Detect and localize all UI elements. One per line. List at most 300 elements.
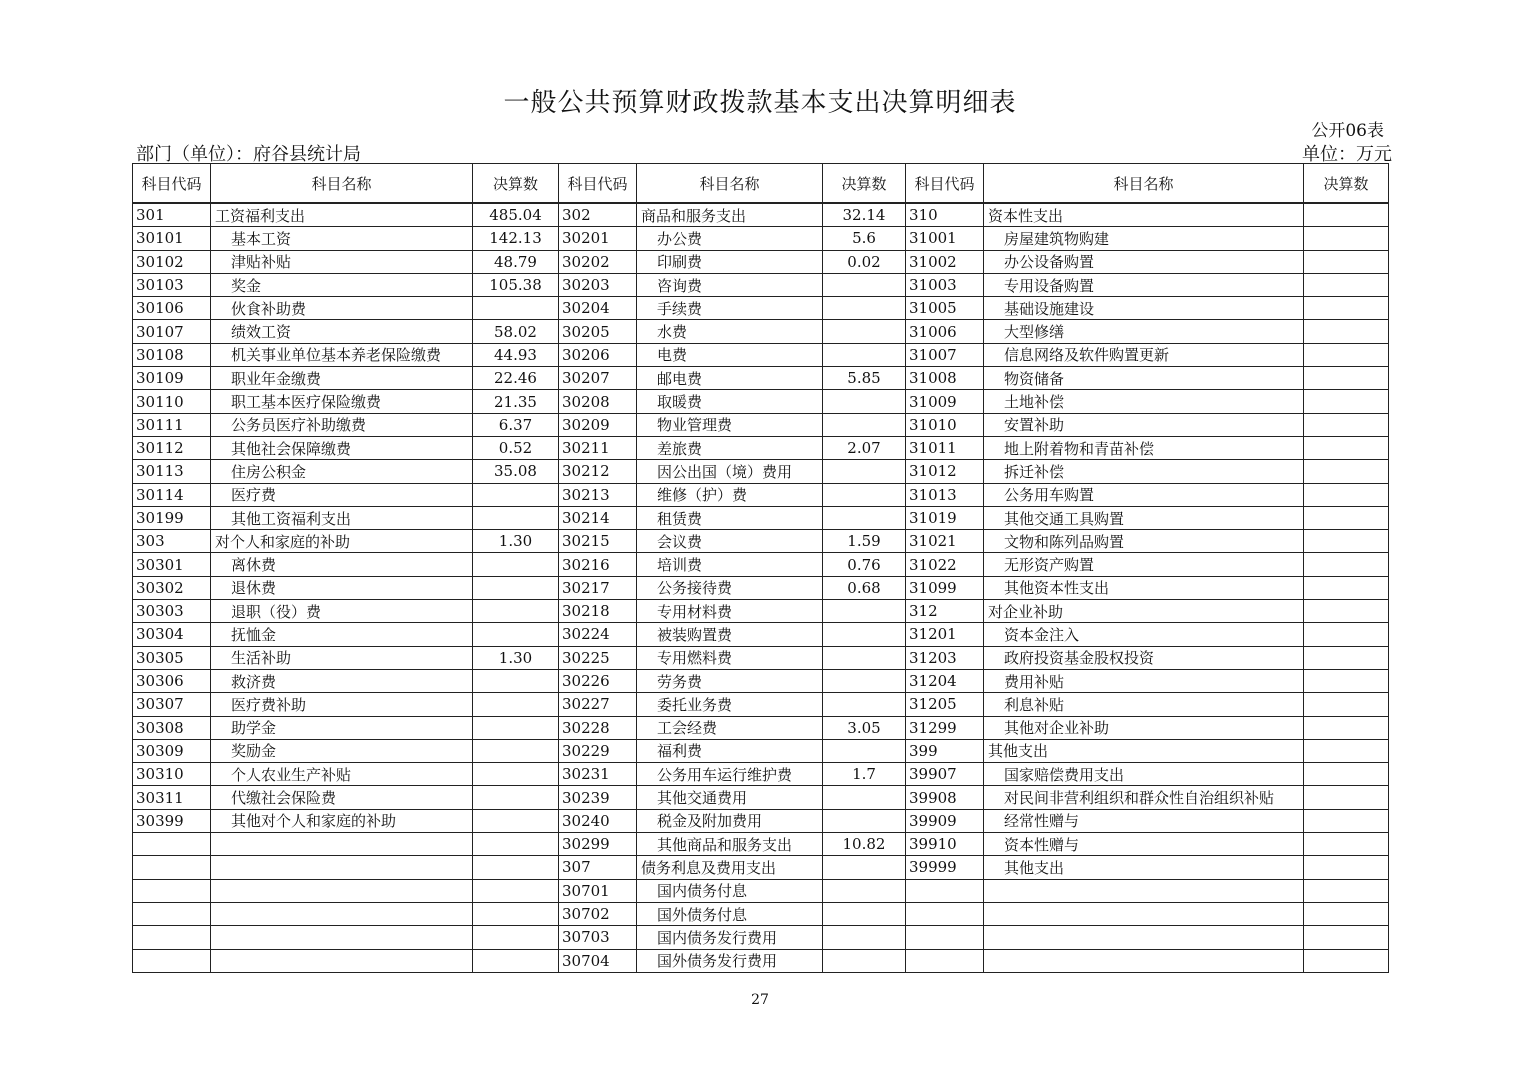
cell-code-1: 301 [133,203,211,227]
cell-amount-1 [473,786,559,809]
cell-amount-3 [1304,623,1389,646]
cell-code-3: 39908 [906,786,984,809]
cell-name-2: 手续费 [637,297,823,320]
cell-amount-2 [823,483,906,506]
cell-amount-3 [1304,879,1389,902]
table-row [133,413,1389,436]
cell-name-2: 租赁费 [637,506,823,529]
cell-code-2: 30213 [559,483,637,506]
cell-name-2: 其他商品和服务支出 [637,833,823,856]
cell-code-2: 30231 [559,763,637,786]
cell-code-3 [906,879,984,902]
table-row [133,949,1389,972]
cell-code-2: 30239 [559,786,637,809]
cell-name-3: 公务用车购置 [984,483,1304,506]
cell-name-3: 费用补贴 [984,669,1304,692]
cell-code-2: 30211 [559,436,637,459]
cell-name-2: 债务利息及费用支出 [637,856,823,879]
cell-amount-3 [1304,297,1389,320]
cell-code-3: 31011 [906,436,984,459]
cell-amount-1: 6.37 [473,413,559,436]
table-row [133,879,1389,902]
cell-code-1: 30303 [133,600,211,623]
cell-code-1: 30307 [133,693,211,716]
cell-amount-2: 10.82 [823,833,906,856]
table-row [133,553,1389,576]
table-row [133,646,1389,669]
cell-name-2: 国外债务付息 [637,902,823,925]
table-row [133,716,1389,739]
cell-code-1: 30309 [133,739,211,762]
cell-name-2: 国外债务发行费用 [637,949,823,972]
cell-amount-2 [823,949,906,972]
cell-amount-1 [473,949,559,972]
cell-amount-1: 21.35 [473,390,559,413]
cell-amount-3 [1304,856,1389,879]
cell-name-3: 其他支出 [984,856,1304,879]
cell-name-2: 电费 [637,343,823,366]
cell-name-3: 房屋建筑物购建 [984,227,1304,250]
cell-amount-3 [1304,203,1389,227]
cell-code-2: 302 [559,203,637,227]
cell-amount-2: 0.76 [823,553,906,576]
table-row [133,483,1389,506]
cell-name-1: 基本工资 [211,227,473,250]
cell-name-3: 大型修缮 [984,320,1304,343]
cell-name-2: 差旅费 [637,436,823,459]
table-row [133,623,1389,646]
cell-code-3 [906,902,984,925]
cell-name-1: 绩效工资 [211,320,473,343]
table-row [133,669,1389,692]
cell-amount-2 [823,320,906,343]
table-row [133,902,1389,925]
cell-name-3: 土地补偿 [984,390,1304,413]
cell-code-3: 31007 [906,343,984,366]
cell-code-1: 30305 [133,646,211,669]
page-number: 27 [751,992,769,1008]
cell-name-1: 医疗费补助 [211,693,473,716]
cell-amount-1: 1.30 [473,646,559,669]
cell-amount-3 [1304,320,1389,343]
cell-code-2: 30704 [559,949,637,972]
table-row [133,436,1389,459]
cell-code-1: 30308 [133,716,211,739]
cell-amount-1: 22.46 [473,367,559,390]
cell-code-2: 30228 [559,716,637,739]
cell-code-3: 31010 [906,413,984,436]
cell-amount-1 [473,833,559,856]
cell-amount-2: 32.14 [823,203,906,227]
cell-amount-3 [1304,553,1389,576]
cell-amount-2 [823,623,906,646]
expenditure-table [132,163,1389,973]
cell-code-2: 30218 [559,600,637,623]
table-row [133,926,1389,949]
header-code-2: 科目代码 [559,164,637,204]
table-row [133,297,1389,320]
cell-amount-1 [473,506,559,529]
cell-code-3: 31019 [906,506,984,529]
cell-amount-1 [473,600,559,623]
cell-code-1: 30111 [133,413,211,436]
cell-name-1 [211,902,473,925]
cell-code-1: 30101 [133,227,211,250]
cell-code-2: 307 [559,856,637,879]
cell-code-3: 39910 [906,833,984,856]
cell-code-3: 31201 [906,623,984,646]
cell-code-3 [906,926,984,949]
cell-name-3: 信息网络及软件购置更新 [984,343,1304,366]
table-row [133,227,1389,250]
cell-code-1 [133,879,211,902]
cell-amount-2: 2.07 [823,436,906,459]
cell-name-2: 取暖费 [637,390,823,413]
cell-code-1 [133,833,211,856]
cell-amount-2 [823,460,906,483]
cell-amount-1 [473,576,559,599]
cell-amount-2 [823,390,906,413]
cell-code-1: 30112 [133,436,211,459]
cell-code-3: 31205 [906,693,984,716]
cell-name-2: 专用材料费 [637,600,823,623]
cell-amount-1 [473,693,559,716]
cell-amount-1 [473,716,559,739]
cell-name-3: 资本金注入 [984,623,1304,646]
cell-amount-2: 0.02 [823,250,906,273]
cell-name-1: 生活补助 [211,646,473,669]
cell-name-1: 助学金 [211,716,473,739]
cell-code-3: 31203 [906,646,984,669]
cell-amount-1: 0.52 [473,436,559,459]
cell-amount-2 [823,646,906,669]
cell-name-1: 职工基本医疗保险缴费 [211,390,473,413]
cell-name-1: 机关事业单位基本养老保险缴费 [211,343,473,366]
cell-amount-1 [473,553,559,576]
cell-code-1: 30310 [133,763,211,786]
cell-name-1: 工资福利支出 [211,203,473,227]
cell-code-2: 30225 [559,646,637,669]
table-row [133,367,1389,390]
cell-name-3: 办公设备购置 [984,250,1304,273]
cell-amount-3 [1304,693,1389,716]
cell-code-2: 30229 [559,739,637,762]
cell-amount-3 [1304,949,1389,972]
cell-name-1 [211,856,473,879]
cell-code-1: 30102 [133,250,211,273]
cell-amount-2 [823,273,906,296]
cell-name-3 [984,902,1304,925]
table-row [133,833,1389,856]
cell-code-3: 39999 [906,856,984,879]
cell-code-3: 31013 [906,483,984,506]
cell-name-2: 福利费 [637,739,823,762]
cell-code-2: 30703 [559,926,637,949]
table-row [133,203,1389,227]
cell-name-3: 资本性赠与 [984,833,1304,856]
cell-amount-1 [473,297,559,320]
cell-name-1: 津贴补贴 [211,250,473,273]
cell-amount-2 [823,902,906,925]
cell-name-3 [984,879,1304,902]
cell-amount-3 [1304,460,1389,483]
cell-name-3: 经常性赠与 [984,809,1304,832]
cell-name-1: 住房公积金 [211,460,473,483]
cell-name-2: 维修（护）费 [637,483,823,506]
table-row [133,856,1389,879]
table-header-row [133,164,1389,204]
table-row [133,343,1389,366]
cell-name-2: 邮电费 [637,367,823,390]
cell-code-1: 30311 [133,786,211,809]
cell-amount-3 [1304,809,1389,832]
cell-code-3: 31099 [906,576,984,599]
cell-name-2: 工会经费 [637,716,823,739]
cell-code-2: 30217 [559,576,637,599]
cell-amount-3 [1304,273,1389,296]
cell-name-1: 代缴社会保险费 [211,786,473,809]
cell-amount-3 [1304,833,1389,856]
cell-amount-2 [823,413,906,436]
cell-amount-1 [473,739,559,762]
cell-name-1 [211,949,473,972]
cell-code-3: 31006 [906,320,984,343]
cell-code-2: 30299 [559,833,637,856]
cell-amount-3 [1304,926,1389,949]
cell-name-2: 国内债务发行费用 [637,926,823,949]
unit-label: 单位：万元 [1302,144,1392,165]
cell-amount-1 [473,623,559,646]
cell-name-3: 其他交通工具购置 [984,506,1304,529]
cell-code-2: 30203 [559,273,637,296]
cell-name-1: 职业年金缴费 [211,367,473,390]
cell-amount-2 [823,739,906,762]
cell-code-2: 30206 [559,343,637,366]
table-row [133,763,1389,786]
table-row [133,273,1389,296]
cell-amount-1 [473,763,559,786]
cell-code-3: 310 [906,203,984,227]
cell-name-1 [211,926,473,949]
cell-code-3: 31022 [906,553,984,576]
cell-amount-3 [1304,483,1389,506]
cell-name-3: 无形资产购置 [984,553,1304,576]
cell-amount-3 [1304,413,1389,436]
table-body [133,203,1389,972]
cell-name-1: 公务员医疗补助缴费 [211,413,473,436]
cell-code-3: 31001 [906,227,984,250]
department-label: 部门（单位）：府谷县统计局 [136,144,361,165]
cell-code-3: 31002 [906,250,984,273]
cell-code-2: 30702 [559,902,637,925]
header-amount-2: 决算数 [823,164,906,204]
cell-code-2: 30207 [559,367,637,390]
cell-name-3: 政府投资基金股权投资 [984,646,1304,669]
cell-name-3: 专用设备购置 [984,273,1304,296]
cell-name-2: 公务接待费 [637,576,823,599]
cell-amount-1 [473,669,559,692]
cell-name-2: 其他交通费用 [637,786,823,809]
cell-code-1 [133,856,211,879]
cell-code-1 [133,902,211,925]
cell-amount-2: 5.6 [823,227,906,250]
cell-code-2: 30201 [559,227,637,250]
cell-amount-3 [1304,739,1389,762]
table-row [133,809,1389,832]
cell-amount-1 [473,879,559,902]
table-row [133,320,1389,343]
cell-amount-2 [823,693,906,716]
cell-code-3: 31021 [906,530,984,553]
header-code-3: 科目代码 [906,164,984,204]
cell-name-3: 国家赔偿费用支出 [984,763,1304,786]
cell-name-1: 离休费 [211,553,473,576]
cell-name-2: 国内债务付息 [637,879,823,902]
table-row [133,390,1389,413]
cell-code-1: 30108 [133,343,211,366]
cell-code-2: 30212 [559,460,637,483]
cell-code-1: 30302 [133,576,211,599]
cell-amount-2 [823,600,906,623]
cell-name-2: 委托业务费 [637,693,823,716]
cell-amount-1 [473,902,559,925]
cell-code-1: 30199 [133,506,211,529]
cell-name-1: 救济费 [211,669,473,692]
cell-name-1: 奖金 [211,273,473,296]
cell-name-2: 被装购置费 [637,623,823,646]
table-row [133,739,1389,762]
cell-name-1: 其他社会保障缴费 [211,436,473,459]
table-row [133,506,1389,529]
cell-amount-2 [823,343,906,366]
cell-code-2: 30226 [559,669,637,692]
cell-name-1: 奖励金 [211,739,473,762]
cell-code-2: 30240 [559,809,637,832]
cell-code-1: 30114 [133,483,211,506]
cell-name-1: 其他对个人和家庭的补助 [211,809,473,832]
cell-code-1: 30109 [133,367,211,390]
cell-name-3: 对民间非营利组织和群众性自治组织补贴 [984,786,1304,809]
table-row [133,530,1389,553]
cell-name-2: 劳务费 [637,669,823,692]
cell-name-1 [211,879,473,902]
cell-amount-3 [1304,343,1389,366]
cell-amount-2: 3.05 [823,716,906,739]
header-name-3: 科目名称 [984,164,1304,204]
cell-amount-3 [1304,227,1389,250]
cell-name-3: 文物和陈列品购置 [984,530,1304,553]
cell-code-1 [133,926,211,949]
cell-amount-3 [1304,530,1389,553]
cell-code-2: 30204 [559,297,637,320]
cell-amount-1: 58.02 [473,320,559,343]
cell-code-2: 30205 [559,320,637,343]
cell-amount-2: 0.68 [823,576,906,599]
cell-name-3: 对企业补助 [984,600,1304,623]
cell-code-1: 30301 [133,553,211,576]
cell-code-2: 30208 [559,390,637,413]
header-name-1: 科目名称 [211,164,473,204]
cell-code-1: 30110 [133,390,211,413]
form-number: 公开06表 [1311,121,1384,141]
cell-amount-1 [473,856,559,879]
cell-name-1: 对个人和家庭的补助 [211,530,473,553]
cell-amount-3 [1304,506,1389,529]
cell-code-3: 31299 [906,716,984,739]
cell-name-2: 物业管理费 [637,413,823,436]
cell-amount-3 [1304,600,1389,623]
cell-amount-2: 5.85 [823,367,906,390]
header-amount-3: 决算数 [1304,164,1389,204]
cell-name-2: 水费 [637,320,823,343]
cell-name-1: 医疗费 [211,483,473,506]
cell-code-3: 39907 [906,763,984,786]
table-row [133,786,1389,809]
cell-name-2: 办公费 [637,227,823,250]
cell-name-1: 抚恤金 [211,623,473,646]
cell-name-2: 印刷费 [637,250,823,273]
cell-name-2: 专用燃料费 [637,646,823,669]
cell-name-3: 利息补贴 [984,693,1304,716]
cell-code-3: 31008 [906,367,984,390]
cell-amount-3 [1304,646,1389,669]
cell-amount-3 [1304,436,1389,459]
cell-code-1: 30106 [133,297,211,320]
cell-amount-2 [823,506,906,529]
cell-name-3: 其他对企业补助 [984,716,1304,739]
cell-code-3: 31003 [906,273,984,296]
cell-code-3: 31009 [906,390,984,413]
cell-name-3: 地上附着物和青苗补偿 [984,436,1304,459]
cell-name-3: 拆迁补偿 [984,460,1304,483]
cell-amount-2 [823,856,906,879]
cell-amount-1 [473,926,559,949]
cell-code-2: 30215 [559,530,637,553]
table-row [133,693,1389,716]
page-title: 一般公共预算财政拨款基本支出决算明细表 [503,88,1017,118]
cell-amount-1: 44.93 [473,343,559,366]
cell-amount-2: 1.59 [823,530,906,553]
header-amount-1: 决算数 [473,164,559,204]
cell-name-2: 公务用车运行维护费 [637,763,823,786]
cell-code-2: 30216 [559,553,637,576]
cell-amount-3 [1304,716,1389,739]
cell-amount-2 [823,879,906,902]
cell-code-1: 30399 [133,809,211,832]
cell-code-3 [906,949,984,972]
cell-code-2: 30224 [559,623,637,646]
cell-name-3: 基础设施建设 [984,297,1304,320]
cell-code-3: 39909 [906,809,984,832]
cell-name-2: 咨询费 [637,273,823,296]
cell-name-3 [984,926,1304,949]
cell-name-1: 退职（役）费 [211,600,473,623]
cell-code-1: 30107 [133,320,211,343]
cell-amount-3 [1304,669,1389,692]
cell-code-3: 312 [906,600,984,623]
cell-code-2: 30209 [559,413,637,436]
table-row [133,600,1389,623]
cell-amount-2 [823,669,906,692]
cell-name-3: 安置补助 [984,413,1304,436]
cell-amount-3 [1304,390,1389,413]
cell-name-3: 其他资本性支出 [984,576,1304,599]
cell-code-1: 30304 [133,623,211,646]
cell-amount-2 [823,809,906,832]
cell-name-3: 资本性支出 [984,203,1304,227]
cell-amount-3 [1304,786,1389,809]
cell-code-2: 30701 [559,879,637,902]
